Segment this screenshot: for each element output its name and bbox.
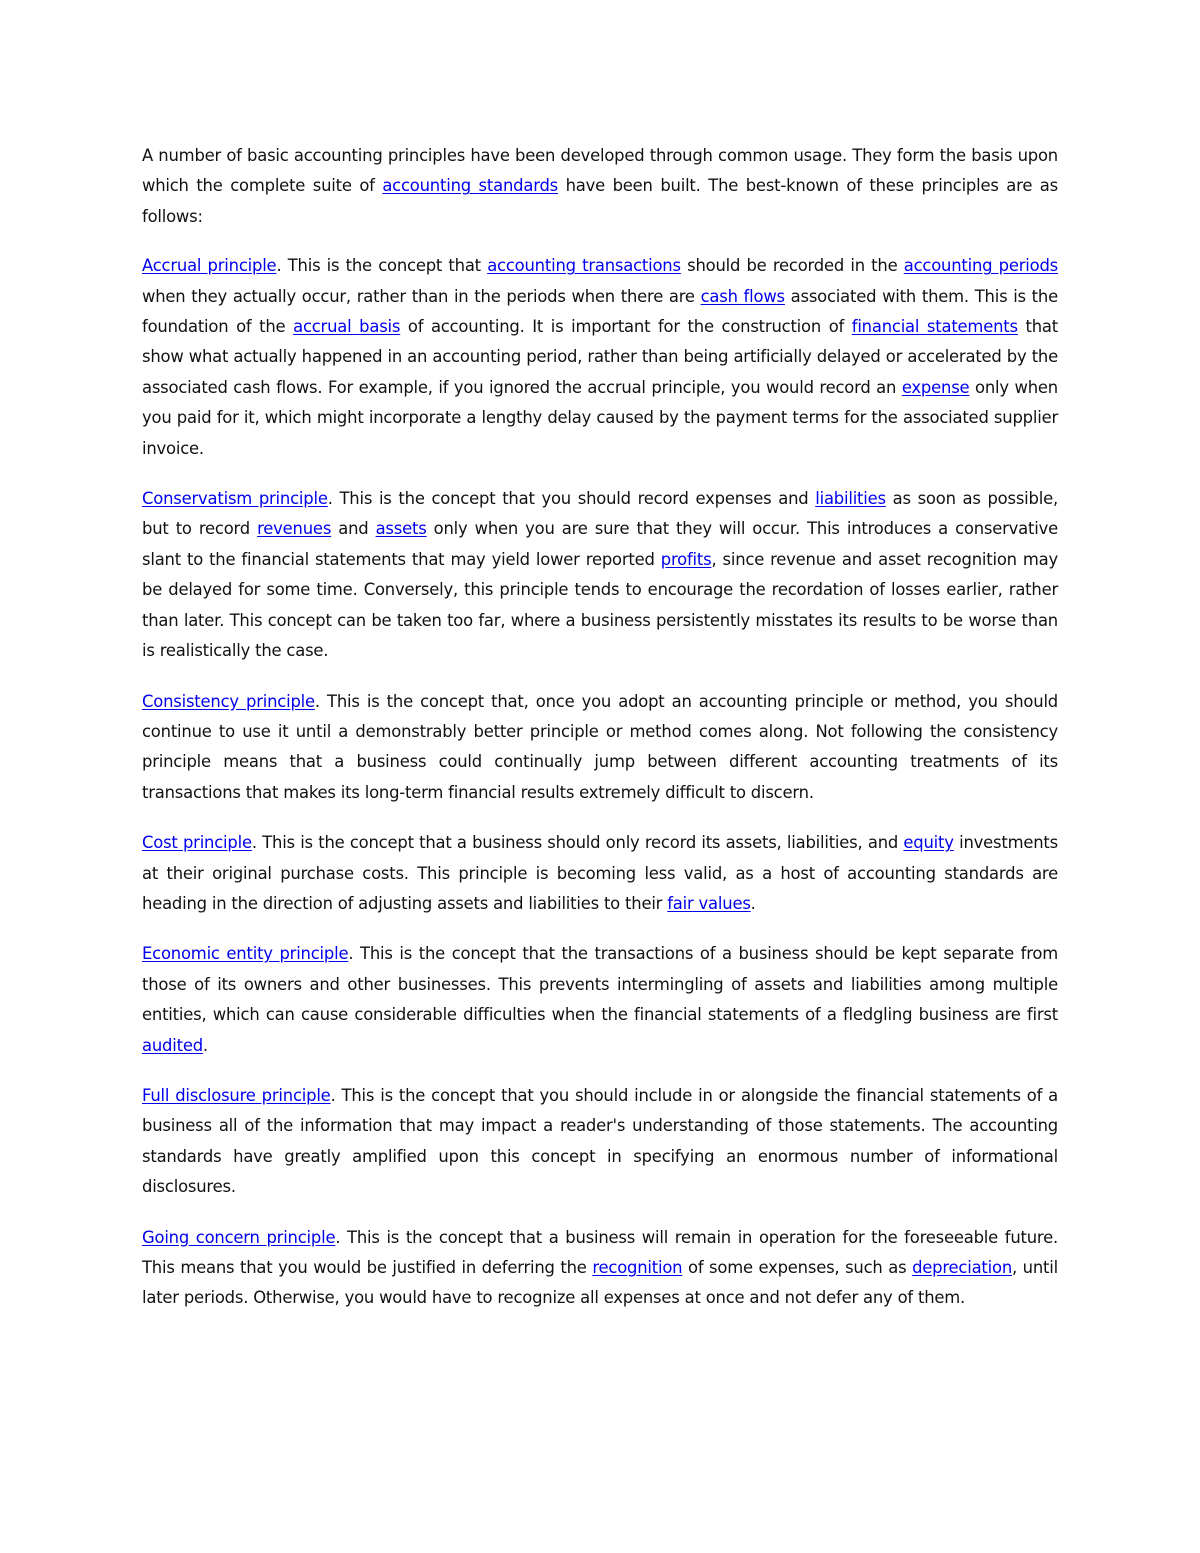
text-run: . This is the concept that you should record expenses and <box>327 489 816 509</box>
link-financial-statements[interactable]: financial statements <box>851 317 1018 337</box>
document-page <box>142 141 1058 1334</box>
text-run: . This is the concept that, once you adopt an accounting principle or method, you should continue to use it until a demonstrably better principle or method comes along. Not following the consistency principle means that a business could continually jump between different accounting treatments of its transactions that makes its long-term financial results extremely difficult to discern. <box>142 691 1058 802</box>
link-accrual-basis[interactable]: accrual basis <box>293 317 401 337</box>
text-run: , since revenue and asset recognition may be delayed for some time. Conversely, this principle tends to encourage the recordation of losses earlier, rather than later. This concept can be taken too far, where a business persistently misstates its results to be worse than is realistically the case. <box>142 549 1058 661</box>
text-run: that show what actually happened in an accounting period, rather than being artificially delayed or accelerated by the associated cash flows. For example, if you ignored the accrual principle, you would record an <box>142 317 1058 397</box>
consistency-principle-paragraph <box>142 687 1058 809</box>
text-run: only when you are sure that they will occur. This introduces a conservative slant to the financial statements that may yield lower reported <box>142 519 1058 569</box>
full-disclosure-principle-paragraph <box>142 1081 1058 1203</box>
link-going-concern-principle[interactable]: Going concern principle <box>142 1227 336 1247</box>
link-liabilities[interactable]: liabilities <box>815 489 886 509</box>
link-accounting-standards[interactable]: accounting standards <box>382 176 558 196</box>
link-accounting-transactions[interactable]: accounting transactions <box>487 256 681 276</box>
link-consistency-principle[interactable]: Consistency principle <box>142 691 315 711</box>
text-run: as soon as possible, but to record <box>142 489 1058 539</box>
text-run: . This is the concept that the transactions of a business should be kept separate from those of its owners and other businesses. This prevents intermingling of assets and liabilities among multiple entities, which can cause considerable difficulties when the financial statements of a fledgling business are first <box>142 944 1058 1025</box>
link-profits[interactable]: profits <box>660 549 712 569</box>
text-run: , until later periods. Otherwise, you would have to recognize all expenses at once and not defer any of them. <box>142 1258 1058 1308</box>
link-assets[interactable]: assets <box>375 519 427 539</box>
intro-paragraph <box>142 141 1058 232</box>
link-audited[interactable]: audited <box>142 1035 203 1055</box>
link-depreciation[interactable]: depreciation <box>912 1258 1013 1277</box>
going-concern-principle-paragraph <box>142 1223 1058 1314</box>
link-economic-entity-principle[interactable]: Economic entity principle <box>142 944 349 964</box>
text-run: only when you paid for it, which might incorporate a lengthy delay caused by the payment terms for the associated supplier invoice. <box>142 377 1058 458</box>
text-run: of some expenses, such as <box>682 1258 913 1277</box>
principles-list <box>142 251 1058 1314</box>
link-accounting-periods[interactable]: accounting periods <box>903 256 1058 276</box>
text-run: . This is the concept that a business will remain in operation for the foreseeable future. This means that you would be justified in deferring the <box>142 1227 1058 1277</box>
text-run: and <box>331 519 376 539</box>
link-revenues[interactable]: revenues <box>257 519 332 539</box>
text-run: investments at their original purchase costs. This principle is becoming less valid, as a host of accounting standards are heading in the direction of adjusting assets and liabilities to their <box>142 833 1058 913</box>
text-run: associated with them. This is the foundation of the <box>142 286 1058 337</box>
link-cost-principle[interactable]: Cost principle <box>142 833 252 853</box>
economic-entity-principle-paragraph <box>142 939 1058 1061</box>
link-fair-values[interactable]: fair values <box>667 893 751 913</box>
accrual-principle-paragraph <box>142 251 1058 464</box>
text-run: . This is the concept that you should include in or alongside the financial statements of a business all of the information that may impact a reader's understanding of those statements. The accounting standards have greatly amplified upon this concept in specifying an enormous number of informational disclosures. <box>142 1085 1059 1197</box>
link-full-disclosure-principle[interactable]: Full disclosure principle <box>142 1085 331 1105</box>
conservatism-principle-paragraph <box>142 484 1058 666</box>
text-run: when they actually occur, rather than in the periods when there are <box>142 286 701 306</box>
text-run: . <box>202 1035 208 1055</box>
link-recognition[interactable]: recognition <box>592 1258 683 1277</box>
cost-principle-paragraph <box>142 828 1058 919</box>
text-run: have been built. The best-known of these principles are as follows: <box>142 176 1058 226</box>
link-equity[interactable]: equity <box>903 833 954 853</box>
text-run: A number of basic accounting principles have been developed through common usage. They form the basis upon which the complete suite of <box>142 146 1058 196</box>
text-run: . This is the concept that a business should only record its assets, liabilities, and <box>251 833 904 853</box>
link-cash-flows[interactable]: cash flows <box>700 286 785 306</box>
text-run: of accounting. It is important for the construction of <box>400 317 852 337</box>
link-accrual-principle[interactable]: Accrual principle <box>142 256 277 276</box>
text-run: should be recorded in the <box>680 256 904 276</box>
text-run: . <box>750 893 756 913</box>
link-conservatism-principle[interactable]: Conservatism principle <box>142 489 328 509</box>
link-expense[interactable]: expense <box>901 377 970 397</box>
text-run: . This is the concept that <box>276 256 488 276</box>
